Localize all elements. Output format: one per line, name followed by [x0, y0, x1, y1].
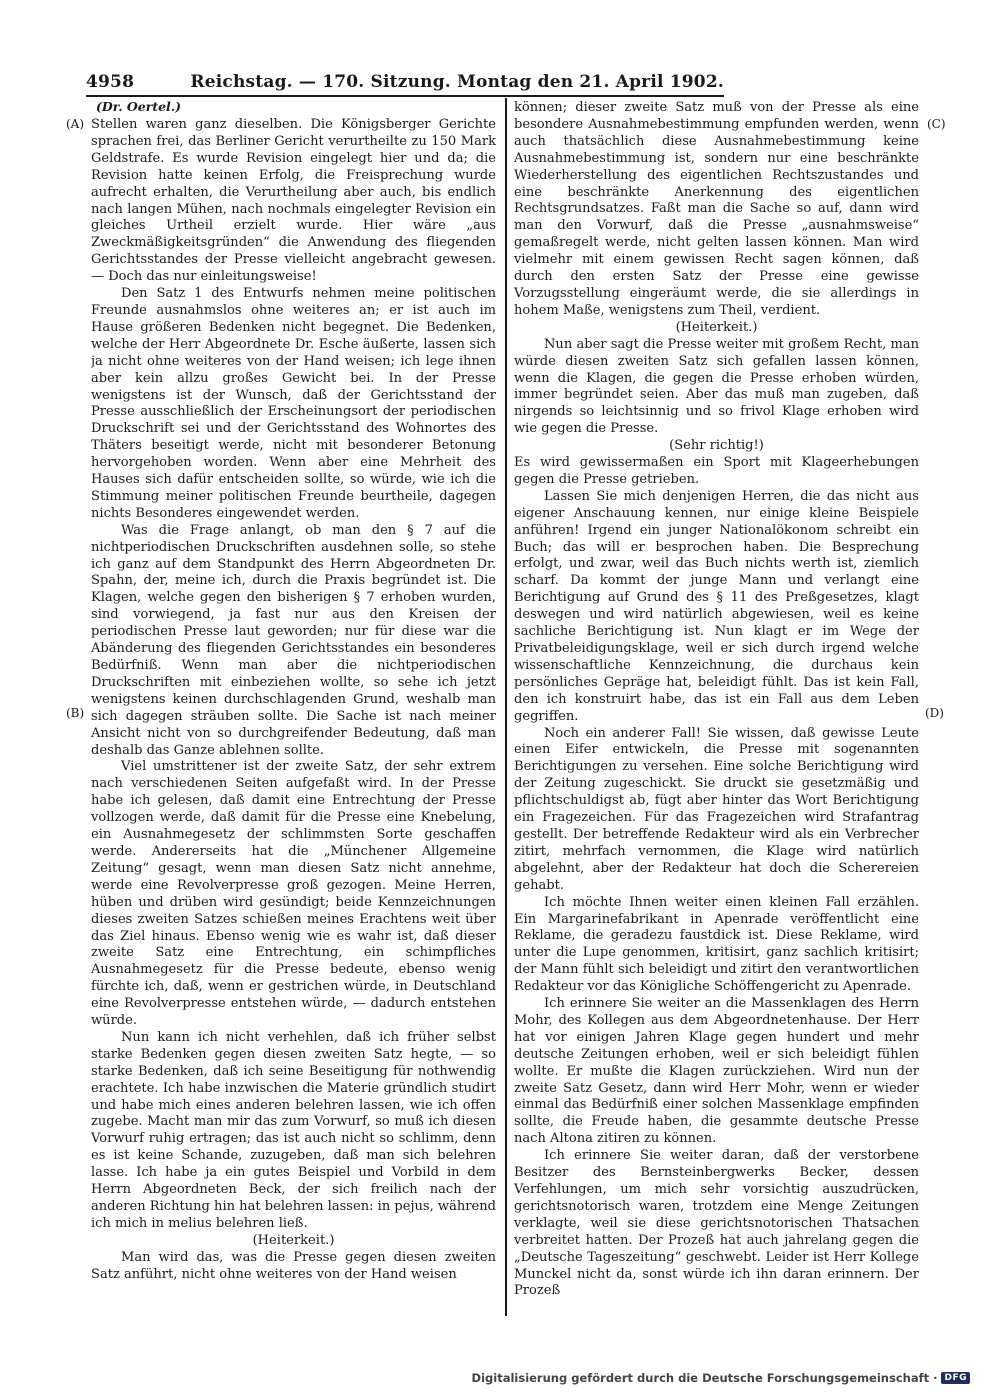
- margin-mark-b: (B): [66, 706, 85, 720]
- margin-mark-d: (D): [925, 706, 944, 720]
- paragraph: Ich erinnere Sie weiter an die Massenklagen des Herrn Mohr, des Kollegen aus dem Abgeordnetenhause. Der Herr hat vor einigen Jahren Klage gegen hundert und mehr deutsche Zeitungen erhoben, weil er sich beleidigt fühlen wollte. Er mußte die Klagen zurückziehen. Wird nun der zweite Satz Gesetz, dann wird Herr Mohr, wenn er wieder einmal das Bedürfniß einer solchen Massenklage empfinden sollte, die Freude haben, die gesammte deutsche Presse nach Altona zitiren zu können.: [514, 996, 919, 1147]
- paragraph: Ich erinnere Sie weiter daran, daß der verstorbene Besitzer des Bernsteinbergwerks Becker, dessen Verfehlungen, um mich sehr vorsichtig auszudrücken, gerichtsnotorisch waren, trotzdem eine Menge Zeitungen verklagte, weil sie diese gerichtsnotorischen Thatsachen verbreitet hatten. Der Prozeß hat auch jahrelang gegen die „Deutsche Tageszeitung“ geschwebt. Leider ist Herr Kollege Munckel nicht da, sonst würde ich ihn daran erinnern. Der Prozeß: [514, 1148, 919, 1299]
- paragraph: Ich möchte Ihnen weiter einen kleinen Fall erzählen. Ein Margarinefabrikant in Apenrade veröffentlicht eine Reklame, die geradezu faustdick ist. Diese Reklame, wird unter die Lupe genommen, kritisirt, ganz sachlich kritisirt; der Mann fühlt sich beleidigt und zitirt den verantwortlichen Redakteur vor das Königliche Schöffengericht zu Apenrade.: [514, 894, 919, 995]
- paragraph: Stellen waren ganz dieselben. Die Königsberger Gerichte sprachen frei, das Berliner Gericht verurtheilte zu 150 Mark Geldstrafe. Es wurde Revision eingelegt hier und da; die Revision hatte keinen Erfolg, die Freisprechung wurde aufrecht erhalten, die Verurtheilung aber auch, bis endlich nach langen Mühen, nach nochmals eingelegter Revision ein gleiches Urtheil erzielt wurde. Hier wäre „aus Zweckmäßigkeitsgründen“ die Anwendung des fliegenden Gerichtsstandes der Presse vielleicht angebracht gewesen. — Doch das nur einleitungsweise!: [91, 117, 496, 285]
- speaker-label: (Dr. Oertel.): [96, 99, 182, 114]
- running-title: Reichstag. — 170. Sitzung. Montag den 21. April 1902.: [190, 72, 724, 92]
- paragraph: können; dieser zweite Satz muß von der Presse als eine besondere Ausnahmebestimmung empfunden werden, wenn auch thatsächlich diese Ausnahmebestimmung keine Ausnahmebestimmung ist, sondern nur eine beschränkte Wiederherstellung des eigentlichen Rechtszustandes und eine beschränkte Anerkennung des eigentlichen Rechtsgrundsatzes. Faßt man die Sache so auf, dann wird man den Vorwurf, daß die Presse „ausnahmsweise“ gemaßregelt werde, nicht gelten lassen können. Man wird vielmehr mit einem gewissen Recht sagen können, daß durch den ersten Satz der Presse eine gewisse Vorzugsstellung eingeräumt werde, die sie allerdings in hohem Maße, wenigstens zum Theil, verdient.: [514, 100, 919, 318]
- interjection: (Heiterkeit.): [675, 319, 758, 335]
- paragraph: Man wird das, was die Presse gegen diesen zweiten Satz anführt, nicht ohne weiteres von der Hand weisen: [91, 1249, 496, 1282]
- interjection: (Sehr richtig!): [669, 438, 764, 454]
- page-number: 4958: [86, 72, 135, 92]
- paragraph: Nun kann ich nicht verhehlen, daß ich früher selbst starke Bedenken gegen diesen zweiten Satz hegte, — so starke Bedenken, daß ich seine Beseitigung für nothwendig erachtete. Ich habe inzwischen die Materie gründlich studirt und habe mich eines anderen belehren lassen, wie ich offen zugebe. Macht man mir das zum Vorwurf, so muß ich diesen Vorwurf ruhig ertragen; das ist auch nicht so schlimm, denn es ist keine Schande, zuzugeben, daß man sich belehren lasse. Ich habe ja ein gutes Beispiel und Vorbild in dem Herrn Abgeordneten Beck, der sich freilich nach der anderen Richtung hin hat belehren lassen: in pejus, während ich mich in melius belehren ließ.: [91, 1029, 496, 1231]
- margin-mark-c: (C): [927, 117, 946, 131]
- left-column: [91, 117, 496, 1314]
- paragraph: Es wird gewissermaßen ein Sport mit Klageerhebungen gegen die Presse getrieben.: [514, 455, 919, 487]
- credit-text: Digitalisierung gefördert durch die Deutsche Forschungsgemeinschaft: [471, 1371, 930, 1385]
- interjection: (Heiterkeit.): [252, 1232, 335, 1248]
- paragraph: Noch ein anderer Fall! Sie wissen, daß gewisse Leute einen Eifer entwickeln, die Presse mit sogenannten Berichtigungen zu versehen. Eine solche Berichtigung wird der Zeitung zugeschickt. Sie druckt sie gesetzmäßig und pflichtschuldigst ab, fügt aber hinter das Wort Berichtigung ein Fragezeichen. Für das Fragezeichen wird Strafantrag gestellt. Der betreffende Redakteur wird als ein Verbrecher zitirt, mehrfach vernommen, die Klage wird natürlich abgelehnt, aber der Redakteur hat doch die Scherereien gehabt.: [514, 725, 919, 893]
- header-rule: [86, 95, 724, 97]
- paragraph: Nun aber sagt die Presse weiter mit großem Recht, man würde diesen zweiten Satz sich gefallen lassen können, wenn die Klagen, die gegen die Presse erhoben würden, immer begründet seien. Aber das muß man zugeben, daß nirgends so leichtsinnig und so frivol Klage erhoben wird wie gegen die Presse.: [514, 336, 919, 437]
- paragraph: Viel umstrittener ist der zweite Satz, der sehr extrem nach verschiedenen Seiten aufgefaßt wird. In der Presse habe ich gelesen, daß damit eine Entrechtung der Presse vollzogen werde, daß damit für die Presse eine Knebelung, ein Ausnahmegesetz der schlimmsten Sorte geschaffen werde. Andererseits hat die „Münchener Allgemeine Zeitung“ gesagt, wenn man diesen Satz nicht annehme, werde eine Revolverpresse groß gezogen. Meine Herren, hüben und drüben wird gesündigt; beide Kennzeichnungen dieses zweiten Satzes schießen meines Erachtens weit über das Ziel hinaus. Ebenso wenig wie es wahr ist, daß dieser zweite Satz eine Entrechtung, ein schimpfliches Ausnahmegesetz für die Presse bedeute, ebenso wenig fürchte ich, daß, wenn er gestrichen würde, in Deutschland eine Revolverpresse entstehen würde, — dadurch entstehen würde.: [91, 759, 496, 1029]
- digitization-credit: Digitalisierung gefördert durch die Deutsche Forschungsgemeinschaft · DFG: [472, 1371, 970, 1385]
- paragraph: Was die Frage anlangt, ob man den § 7 auf die nichtperiodischen Druckschriften ausdehnen solle, so stehe ich ganz auf dem Standpunkt des Herrn Abgeordneten Dr. Spahn, der, meine ich, durch die Praxis begründet ist. Die Klagen, welche gegen den bisherigen § 7 erhoben wurden, sind vorwiegend, ja fast nur aus den Kreisen der periodischen Presse laut geworden; nur für diese war die Abänderung des fliegenden Gerichtsstandes ein besonderes Bedürfniß. Wenn man aber die nichtperiodischen Druckschriften mit einbeziehen wollte, so sehe ich jetzt wenigstens keinen durchschlagenden Grund, weshalb man sich dagegen sträuben sollte. Die Sache ist nach meiner Ansicht nicht von so durchgreifender Bedeutung, daß man deshalb das Ganze ablehnen sollte.: [91, 522, 496, 758]
- margin-mark-a: (A): [66, 117, 85, 131]
- paragraph: Lassen Sie mich denjenigen Herren, die das nicht aus eigener Anschauung kennen, nur einige kleine Beispiele anführen! Irgend ein junger Nationalökonom schreibt ein Buch; das will er besprochen haben. Die Besprechung erfolgt, und zwar, weil das Buch nichts werth ist, ziemlich scharf. Da kommt der junge Mann und verlangt eine Berichtigung auf Grund des § 11 des Preßgesetzes, klagt deswegen und wird natürlich abgewiesen, weil es keine sachliche Berichtigung ist. Nun klagt er im Wege der Privatbeleidigungsklage, weil er sich durch irgend welche wissenschaftliche Kennzeichnung, die durchaus kein persönliches Gepräge hat, beleidigt fühlt. Das ist kein Fall, den ich konstruirt habe, das ist ein Fall aus dem Leben gegriffen.: [514, 488, 919, 724]
- right-column: [514, 100, 919, 1313]
- column-divider: [505, 98, 507, 1316]
- dfg-logo-icon: DFG: [941, 1372, 970, 1384]
- paragraph: Den Satz 1 des Entwurfs nehmen meine politischen Freunde ausnahmslos ohne weiteres an; er ist auch im Hause größeren Bedenken nicht begegnet. Die Bedenken, welche der Herr Abgeordnete Dr. Esche äußerte, lassen sich ja nicht ohne weiteres von der Hand weisen; ich lege ihnen aber kein allzu großes Gewicht bei. In der Presse wenigstens ist der Wunsch, daß der Gerichtsstand der Presse ausschließlich der Erscheinungsort der periodischen Druckschrift sei und der Gerichtsstand des Wohnortes des Thäters beseitigt werde, nicht mit besonderer Betonung hervorgehoben worden. Wenn aber eine Mehrheit des Hauses sich dafür entscheiden sollte, so würde, wie ich die Stimmung meiner politischen Freunde beurtheile, dagegen nichts Besonderes eingewendet werden.: [91, 286, 496, 521]
